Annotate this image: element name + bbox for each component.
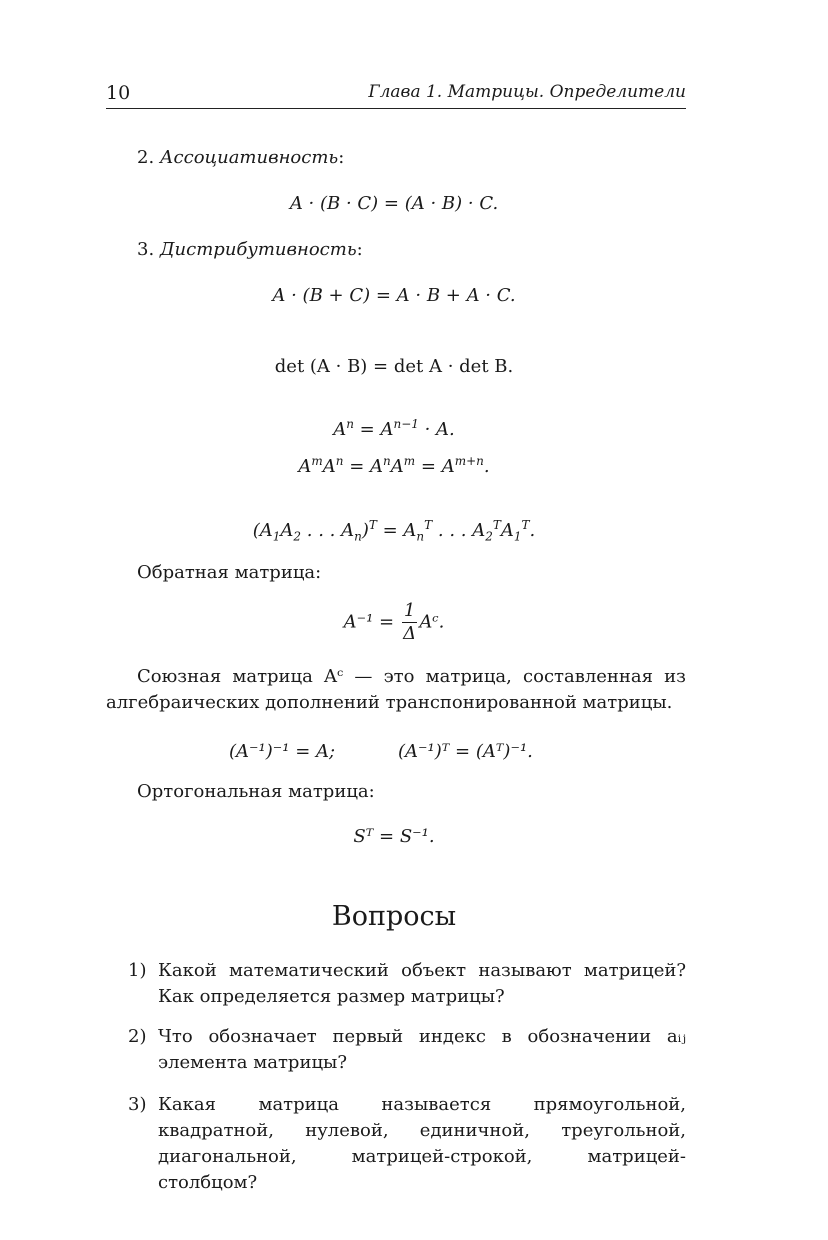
question-text: Какой математический объект называют матрицей? Как определяется размер матрицы? [158,960,686,1007]
fraction-numerator: 1 [403,600,416,621]
determinant-formula: det (A · B) = det A · det B. [274,356,514,377]
associativity-formula: A · (B · C) = (A · B) · C. [289,193,499,214]
associativity-number: 2. [137,147,155,168]
question-number: 2) [128,1026,147,1047]
inverse-rhs: Aᶜ. [419,611,445,633]
associativity-label: Ассоциативность [159,147,339,168]
question-number: 3) [128,1094,147,1115]
inverse-lhs: A⁻¹ = [343,611,395,633]
running-title: Глава 1. Матрицы. Определители [368,82,686,102]
transpose-product-formula: ($A_1A_2$ . . . $A_n)^T = A_n^T$ . . . $A_2^TA_1^T$. [252,518,536,544]
question-item [106,1024,686,1076]
question-text: Что обозначает первый индекс в обозначении aᵢⱼ элемента матрицы? [158,1026,686,1073]
power-formula-2: $A^mA^n = A^nA^m = A^{m+n}$. [298,454,490,477]
inverse-formula [0,600,788,645]
question-text: Какая матрица называется прямоугольной, квадратной, нулевой, единичной, треугольной, диагональной, матрицей-строкой, матрицей-столбцом? [158,1094,686,1193]
associativity-colon: : [338,147,345,168]
orthogonal-formula: Sᵀ = S⁻¹. [353,826,435,847]
power-formula-1: $A^n = A^{n-1} \cdot A$. [333,417,455,440]
associativity-heading [137,147,344,168]
orthogonal-label: Ортогональная матрица: [137,781,375,802]
question-item [106,958,686,1010]
question-item [106,1092,686,1196]
inverse-property-left: (A⁻¹)⁻¹ = A; [229,741,336,762]
fraction-denominator: Δ [403,623,417,644]
question-number: 1) [128,960,147,981]
distributivity-heading [137,239,363,260]
running-header [106,82,686,109]
inverse-label: Обратная матрица: [137,562,322,583]
adjugate-paragraph: Союзная матрица Aᶜ — это матрица, составленная из алгебраических дополнений транспонированной матрицы. [106,666,686,713]
fraction [402,600,417,645]
distributivity-number: 3. [137,239,155,260]
questions-heading: Вопросы [331,901,457,932]
page-number: 10 [106,82,131,104]
distributivity-formula: A · (B + C) = A · B + A · C. [272,285,516,306]
distributivity-label: Дистрибутивность [159,239,357,260]
inverse-property-right: (A⁻¹)ᵀ = (Aᵀ)⁻¹. [398,741,533,762]
distributivity-colon: : [356,239,363,260]
